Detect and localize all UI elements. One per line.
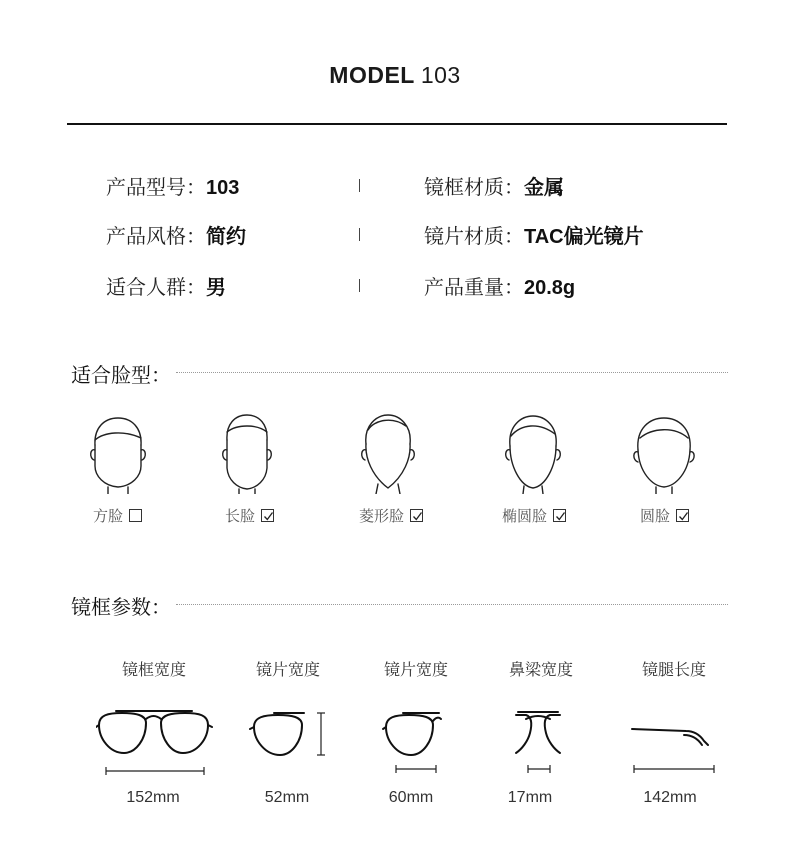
face-section-title: 适合脸型： (71, 365, 171, 387)
spec-lens-material: 镜片材质：TAC偏光镜片 (424, 226, 644, 248)
checkbox-checked-icon[interactable] (553, 509, 566, 522)
lens-width-icon (381, 705, 445, 777)
oval-face-icon (483, 410, 583, 494)
header-divider (67, 123, 727, 125)
param-label-lens-height: 镜片宽度 (255, 662, 320, 679)
frame-width-icon (96, 705, 214, 777)
spec-divider (359, 279, 360, 292)
param-value-frame-width: 152mm (126, 789, 180, 806)
square-face-icon (68, 410, 168, 494)
spec-audience: 适合人群：男 (106, 277, 226, 299)
param-label-temple-length: 镜腿长度 (641, 662, 706, 679)
diamond-face-icon (338, 410, 438, 494)
checkbox-checked-icon[interactable] (676, 509, 689, 522)
param-label-bridge-width: 鼻梁宽度 (508, 662, 573, 679)
spec-weight: 产品重量：20.8g (424, 277, 576, 299)
spec-model: 产品型号：103 (106, 177, 240, 199)
param-label-lens-width: 镜片宽度 (383, 662, 448, 679)
dotted-rule (176, 604, 728, 605)
model-label: MODEL (329, 62, 415, 88)
unchecked-box-icon[interactable] (129, 509, 142, 522)
face-option-long[interactable]: 长脸 (225, 505, 274, 526)
spec-divider (359, 179, 360, 192)
round-face-icon (614, 410, 714, 494)
spec-frame-material: 镜框材质：金属 (424, 177, 564, 199)
spec-style: 产品风格：简约 (106, 226, 246, 248)
checkbox-checked-icon[interactable] (261, 509, 274, 522)
face-option-round[interactable]: 圆脸 (640, 505, 689, 526)
spec-divider (359, 228, 360, 241)
param-label-frame-width: 镜框宽度 (121, 662, 186, 679)
param-value-lens-height: 52mm (264, 789, 310, 806)
lens-height-icon (248, 705, 330, 763)
bridge-width-icon (512, 705, 564, 777)
face-option-diamond[interactable]: 菱形脸 (359, 505, 423, 526)
face-option-square[interactable]: 方脸 (93, 505, 142, 526)
page-title (0, 62, 790, 89)
long-face-icon (197, 410, 297, 494)
param-value-bridge-width: 17mm (507, 789, 553, 806)
temple-length-icon (628, 705, 718, 777)
model-number: 103 (420, 62, 461, 88)
param-value-temple-length: 142mm (643, 789, 697, 806)
dotted-rule (176, 372, 728, 373)
param-value-lens-width: 60mm (388, 789, 434, 806)
face-option-oval[interactable]: 椭圆脸 (502, 505, 566, 526)
frame-section-title: 镜框参数： (71, 597, 171, 619)
checkbox-checked-icon[interactable] (410, 509, 423, 522)
